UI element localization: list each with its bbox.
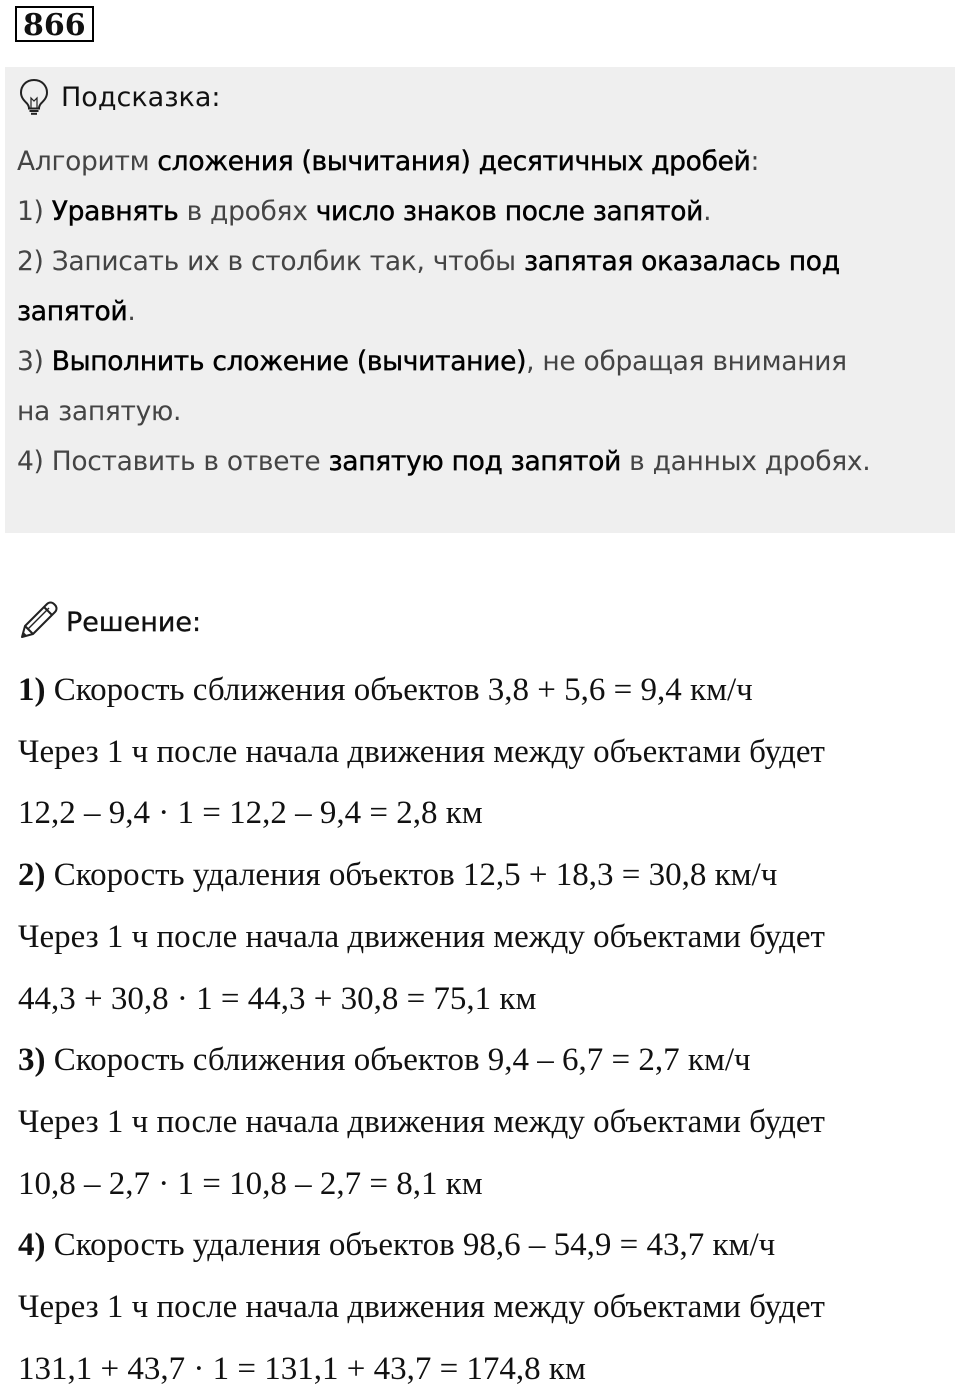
problem-number: 866 <box>15 6 94 42</box>
hint-line: 2) Записать их в столбик так, чтобы запятая оказалась под <box>17 246 840 277</box>
solution-header <box>18 600 201 644</box>
hint-line: на запятую. <box>17 396 182 427</box>
hint-line: запятой. <box>17 296 136 327</box>
solution-speed-line: 1) Скорость сближения объектов 3,8 + 5,6 = 9,4 км/ч <box>18 672 753 708</box>
hint-title: Подсказка: <box>61 81 221 113</box>
solution-note-line: Через 1 ч после начала движения между объектами будет <box>18 1103 825 1140</box>
solution-title: Решение: <box>66 606 202 638</box>
solution-body <box>18 660 948 1400</box>
hint-header <box>19 77 221 117</box>
solution-calc-line: 10,8 – 2,7 · 1 = 10,8 – 2,7 = 8,1 км <box>18 1165 483 1202</box>
solution-note-line: Через 1 ч после начала движения между объектами будет <box>18 918 825 955</box>
hint-line: 3) Выполнить сложение (вычитание), не обращая внимания <box>17 346 847 377</box>
solution-calc-line: 44,3 + 30,8 · 1 = 44,3 + 30,8 = 75,1 км <box>18 980 537 1017</box>
hint-line: 4) Поставить в ответе запятую под запятой в данных дробях. <box>17 446 871 477</box>
lightbulb-icon <box>19 78 49 116</box>
hint-box <box>5 67 955 533</box>
pencil-icon <box>18 599 60 646</box>
hint-line: Алгоритм сложения (вычитания) десятичных дробей: <box>17 146 760 177</box>
solution-calc-line: 12,2 – 9,4 · 1 = 12,2 – 9,4 = 2,8 км <box>18 795 483 832</box>
solution-note-line: Через 1 ч после начала движения между объектами будет <box>18 733 825 770</box>
solution-calc-line: 131,1 + 43,7 · 1 = 131,1 + 43,7 = 174,8 км <box>18 1350 586 1387</box>
solution-speed-line: 3) Скорость сближения объектов 9,4 – 6,7 = 2,7 км/ч <box>18 1042 751 1079</box>
solution-speed-line: 4) Скорость удаления объектов 98,6 – 54,9 = 43,7 км/ч <box>18 1227 776 1264</box>
solution-speed-line: 2) Скорость удаления объектов 12,5 + 18,3 = 30,8 км/ч <box>18 857 778 894</box>
hint-line: 1) Уравнять в дробях число знаков после запятой. <box>17 196 712 227</box>
solution-note-line: Через 1 ч после начала движения между объектами будет <box>18 1289 825 1326</box>
hint-body <box>17 137 937 487</box>
